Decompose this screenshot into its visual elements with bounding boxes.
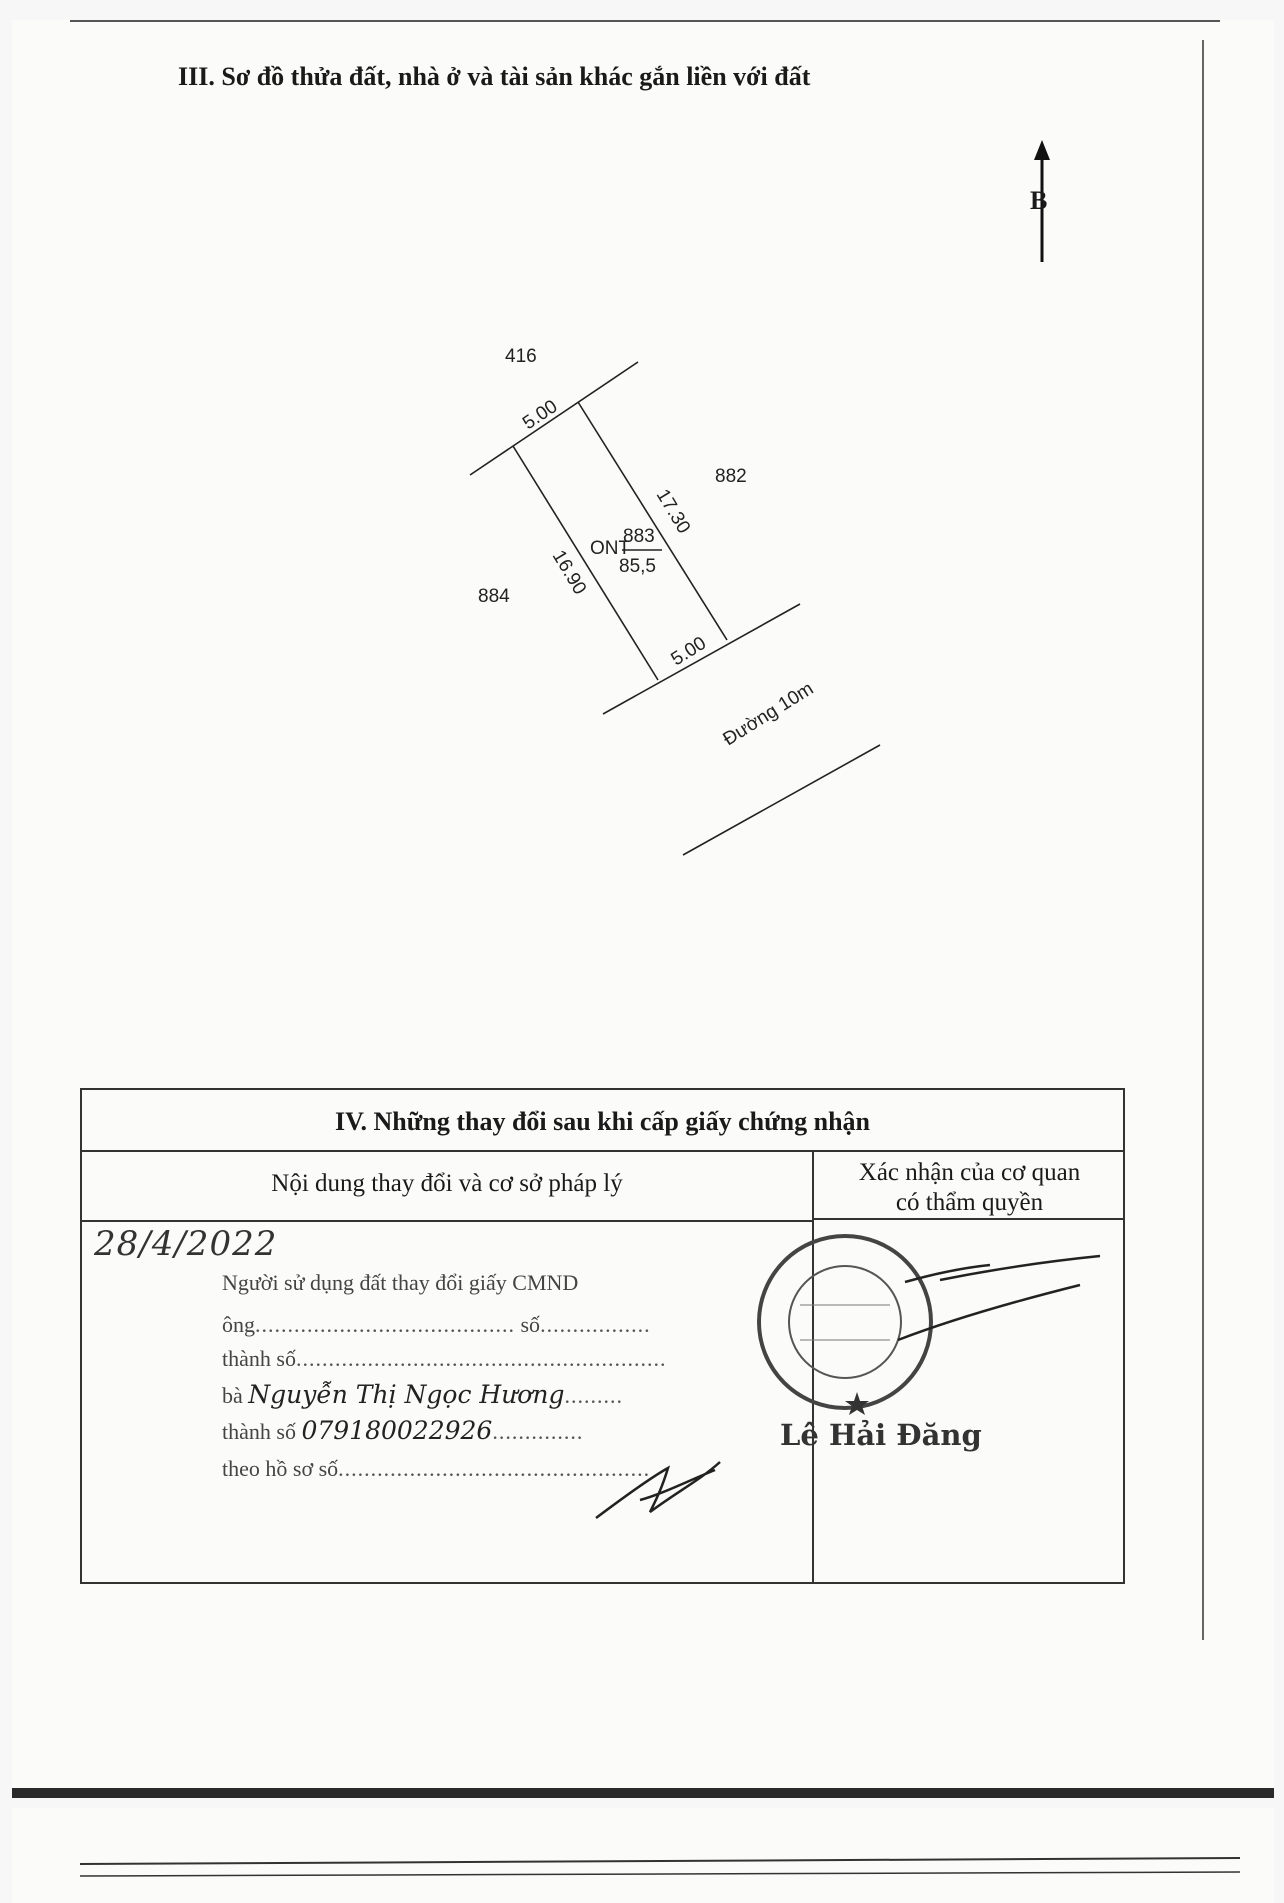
- form-line-thanh-so-2: thành số 079180022926..............: [222, 1416, 584, 1445]
- north-label: B: [1030, 186, 1048, 215]
- neighbor-parcel-top: 416: [505, 346, 537, 367]
- handwritten-id-number: 079180022926: [301, 1416, 493, 1445]
- road-label: Đường 10m: [719, 678, 818, 751]
- field-label: thành số: [222, 1346, 296, 1371]
- field-label: bà: [222, 1383, 243, 1408]
- edge-length-bottom: 5.00: [667, 632, 711, 671]
- form-line-ho-so: theo hồ sơ số................................................: [222, 1456, 651, 1481]
- neighbor-parcel-left: 884: [478, 586, 510, 607]
- change-statement: Người sử dụng đất thay đổi giấy CMND: [222, 1270, 579, 1295]
- edge-length-top: 5.00: [519, 396, 562, 435]
- form-line-thanh-so-1: thành số.........................................................: [222, 1346, 667, 1371]
- header-line: có thẩm quyền: [895, 1189, 1044, 1216]
- handwritten-date: 28/4/2022: [94, 1224, 278, 1264]
- header-line: Xác nhận của cơ quan: [858, 1159, 1081, 1186]
- edge-length-right: 17.30: [651, 485, 695, 538]
- field-label: thành số: [222, 1419, 296, 1444]
- section-4-title: IV. Những thay đổi sau khi cấp giấy chứng nhận: [82, 1090, 1123, 1152]
- land-use-type: ONT: [590, 538, 631, 559]
- form-line-ba: bà Nguyễn Thị Ngọc Hương.........: [222, 1380, 623, 1409]
- parcel-number: 883: [623, 526, 655, 547]
- section-3-title: III. Sơ đồ thửa đất, nhà ở và tài sản khác gắn liền với đất: [178, 62, 811, 91]
- field-label: ông: [222, 1312, 255, 1337]
- handwritten-name: Nguyễn Thị Ngọc Hương: [248, 1380, 565, 1409]
- parcel-area: 85,5: [619, 556, 656, 577]
- neighbor-parcel-right: 882: [715, 466, 747, 487]
- edge-length-left: 16.90: [547, 546, 591, 599]
- form-line-ong: ông........................................ số.................: [222, 1312, 651, 1337]
- column-header-content: Nội dung thay đổi và cơ sở pháp lý: [82, 1152, 812, 1222]
- field-label: số: [520, 1312, 541, 1337]
- field-label: theo hồ sơ số: [222, 1456, 339, 1481]
- signer-name: Lê Hải Đăng: [780, 1418, 982, 1452]
